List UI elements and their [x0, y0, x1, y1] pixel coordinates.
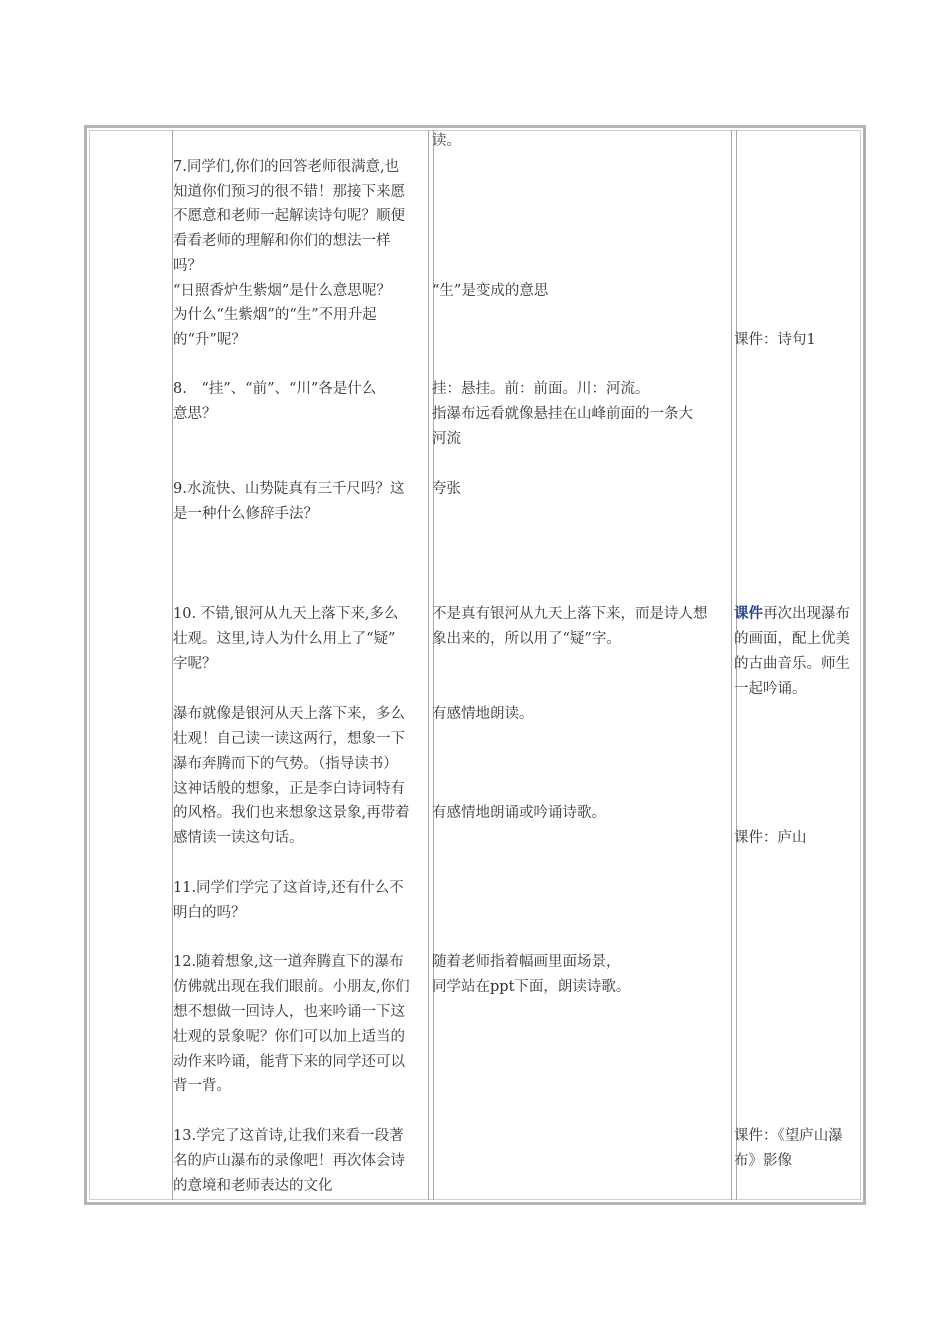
- media-10-first-line: [734, 602, 850, 627]
- question-12-line: 背一背。: [173, 1078, 231, 1094]
- question-7-line: 吗？: [173, 258, 202, 274]
- question-7b-line: “日照香炉生紫烟”是什么意思呢？: [173, 283, 391, 299]
- student-text-continued: 读。: [432, 133, 461, 149]
- answer-8-line: 河流: [432, 431, 461, 447]
- guide-paragraph-line: 瀑布奔腾而下的气势。（指导读书）: [173, 756, 398, 772]
- answer-8-line: 挂：悬挂。前：前面。川：河流。: [432, 381, 650, 397]
- question-7b-line: 为什么“生紫烟”的“生”不用升起: [173, 307, 377, 323]
- question-10-line: 10. 不错,银河从九天上落下来,多么: [173, 606, 399, 622]
- question-7b-line: 的“升”呢？: [173, 332, 246, 348]
- question-9-line: 9.水流快、山势陡真有三千尺吗？这: [173, 481, 405, 497]
- media-10-line: 的画面，配上优美: [734, 631, 850, 647]
- question-13-line: 的意境和老师表达的文化: [173, 1178, 333, 1194]
- answer-7: “生”是变成的意思: [432, 283, 549, 299]
- question-11-line: 明白的吗？: [173, 905, 246, 921]
- answer-10-line: 象出来的，所以用了“疑”字。: [432, 631, 621, 647]
- answer-9: 夸张: [432, 481, 461, 497]
- question-7-line: 不愿意和老师一起解读诗句呢？顺便: [173, 208, 405, 224]
- question-8-line: 意思？: [173, 406, 217, 422]
- question-7-line: 看看老师的理解和你们的想法一样: [173, 233, 391, 249]
- media-10-rest: 再次出现瀑布: [763, 606, 850, 622]
- question-10-line: 字呢？: [173, 656, 217, 672]
- media-10-line: 的古曲音乐。师生: [734, 656, 850, 672]
- question-7-line: 知道你们预习的很不错！那接下来愿: [173, 184, 405, 200]
- answer-read-2: 有感情地朗诵或吟诵诗歌。: [432, 805, 606, 821]
- question-13-line: 13.学完了这首诗,让我们来看一段著: [173, 1128, 404, 1144]
- guide-paragraph-line: 瀑布就像是银河从天上落下来，多么: [173, 706, 405, 722]
- answer-read-1: 有感情地朗读。: [432, 706, 534, 722]
- guide-paragraph-line: 感情读一读这句话。: [173, 830, 304, 846]
- question-12-line: 想不想做一回诗人，也来吟诵一下这: [173, 1004, 405, 1020]
- media-10-line: 一起吟诵。: [734, 681, 807, 697]
- media-13-line: 布》影像: [734, 1153, 792, 1169]
- media-13-line: 课件：《望庐山瀑: [734, 1128, 843, 1144]
- media-10-highlight: 课件: [734, 605, 763, 622]
- question-10-line: 壮观。这里,诗人为什么用上了“疑”: [173, 631, 396, 647]
- guide-paragraph-line: 的风格。我们也来想象这景象,再带着: [173, 805, 410, 821]
- question-13-line: 名的庐山瀑布的录像吧！再次体会诗: [173, 1153, 405, 1169]
- question-7-line: 7.同学们,你们的回答老师很满意,也: [173, 159, 400, 175]
- question-12-line: 仿佛就出现在我们眼前。小朋友,你们: [173, 979, 410, 995]
- answer-12-line: 随着老师指着幅画里面场景，: [432, 954, 621, 970]
- guide-paragraph-line: 这神话般的想象，正是李白诗词特有: [173, 781, 405, 797]
- media-lushan: 课件：庐山: [734, 830, 807, 846]
- question-12-line: 动作来吟诵，能背下来的同学还可以: [173, 1054, 405, 1070]
- media-7: 课件：诗句1: [734, 332, 816, 348]
- question-8-line: 8. “挂”、“前”、“川”各是什么: [173, 381, 377, 397]
- answer-10-line: 不是真有银河从九天上落下来，而是诗人想: [432, 606, 708, 622]
- guide-paragraph-line: 壮观！自己读一读这两行，想象一下: [173, 731, 405, 747]
- question-9-line: 是一种什么修辞手法？: [173, 506, 318, 522]
- question-12-line: 壮观的景象呢？你们可以加上适当的: [173, 1029, 405, 1045]
- answer-8-line: 指瀑布远看就像悬挂在山峰前面的一条大: [432, 406, 693, 422]
- question-12-line: 12.随着想象,这一道奔腾直下的瀑布: [173, 954, 404, 970]
- answer-12-line: 同学站在ppt下面，朗读诗歌。: [432, 979, 631, 995]
- question-11-line: 11.同学们学完了这首诗,还有什么不: [173, 880, 404, 896]
